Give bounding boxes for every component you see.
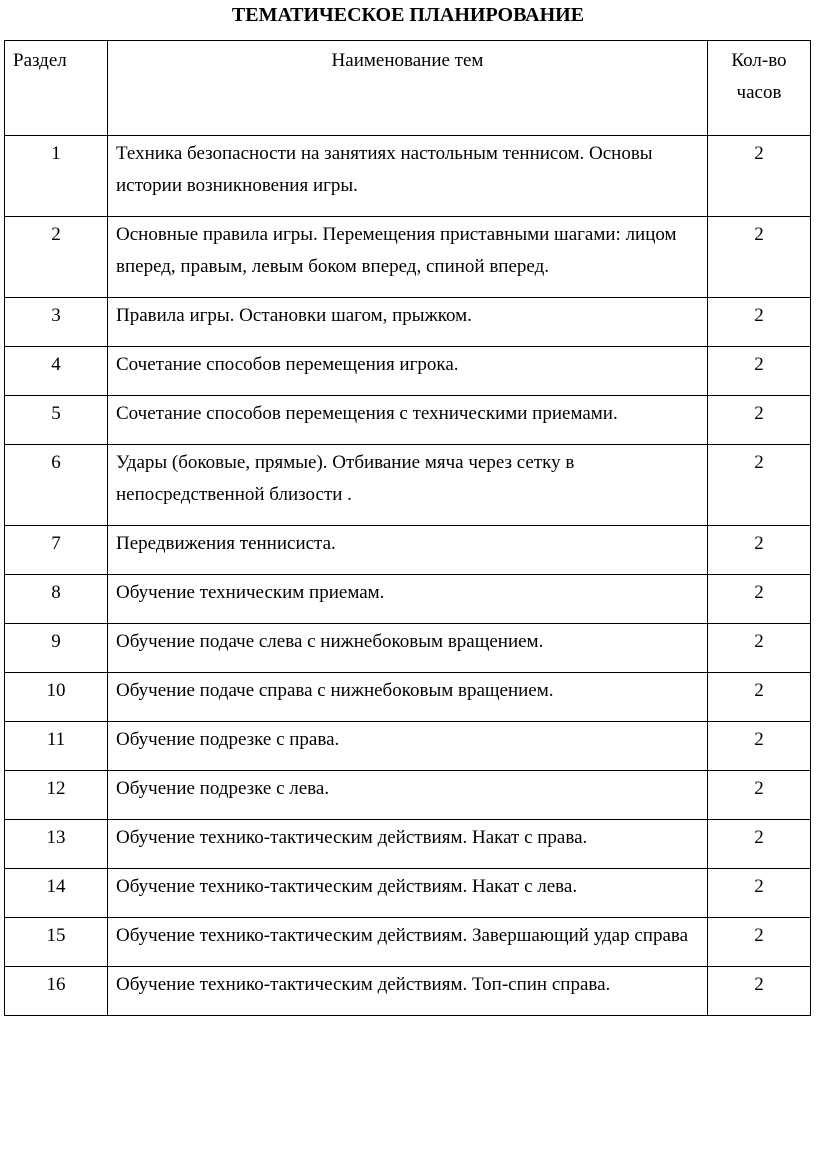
row-topic: Техника безопасности на занятиях настольным теннисом. Основы истории возникновения игры. [108, 136, 708, 217]
row-hours: 2 [708, 526, 811, 575]
row-hours: 2 [708, 771, 811, 820]
row-topic: Обучение технико-тактическим действиям. Накат с лева. [108, 869, 708, 918]
header-section: Раздел [5, 41, 108, 136]
row-topic: Сочетание способов перемещения с техническими приемами. [108, 396, 708, 445]
row-number: 9 [5, 624, 108, 673]
row-topic: Обучение технико-тактическим действиям. Накат с права. [108, 820, 708, 869]
table-row [5, 771, 811, 820]
table-row [5, 575, 811, 624]
row-topic: Обучение подаче справа с нижнебоковым вращением. [108, 673, 708, 722]
row-number: 13 [5, 820, 108, 869]
row-topic: Правила игры. Остановки шагом, прыжком. [108, 298, 708, 347]
table-row [5, 396, 811, 445]
row-number: 11 [5, 722, 108, 771]
row-number: 3 [5, 298, 108, 347]
row-topic: Обучение технико-тактическим действиям. Завершающий удар справа [108, 918, 708, 967]
table-row [5, 869, 811, 918]
planning-table [4, 40, 811, 1016]
table-row [5, 526, 811, 575]
row-topic: Обучение технико-тактическим действиям. Топ-спин справа. [108, 967, 708, 1016]
row-number: 6 [5, 445, 108, 526]
row-hours: 2 [708, 575, 811, 624]
row-hours: 2 [708, 396, 811, 445]
row-hours: 2 [708, 722, 811, 771]
row-number: 8 [5, 575, 108, 624]
row-hours: 2 [708, 445, 811, 526]
row-hours: 2 [708, 967, 811, 1016]
table-row [5, 820, 811, 869]
row-hours: 2 [708, 347, 811, 396]
row-number: 4 [5, 347, 108, 396]
table-row [5, 298, 811, 347]
row-hours: 2 [708, 298, 811, 347]
row-number: 12 [5, 771, 108, 820]
table-row [5, 722, 811, 771]
table-row [5, 217, 811, 298]
table-row [5, 136, 811, 217]
table-row [5, 445, 811, 526]
table-row [5, 624, 811, 673]
row-number: 2 [5, 217, 108, 298]
row-topic: Обучение подрезке с права. [108, 722, 708, 771]
row-number: 14 [5, 869, 108, 918]
row-hours: 2 [708, 820, 811, 869]
row-hours: 2 [708, 624, 811, 673]
row-number: 1 [5, 136, 108, 217]
row-number: 15 [5, 918, 108, 967]
row-hours: 2 [708, 918, 811, 967]
row-hours: 2 [708, 136, 811, 217]
row-hours: 2 [708, 673, 811, 722]
row-topic: Удары (боковые, прямые). Отбивание мяча через сетку в непосредственной близости . [108, 445, 708, 526]
row-number: 16 [5, 967, 108, 1016]
row-number: 10 [5, 673, 108, 722]
header-topic: Наименование тем [108, 41, 708, 136]
table-row [5, 673, 811, 722]
row-topic: Основные правила игры. Перемещения приставными шагами: лицом вперед, правым, левым боком вперед, спиной вперед. [108, 217, 708, 298]
table-row [5, 918, 811, 967]
row-number: 7 [5, 526, 108, 575]
header-hours: Кол-во часов [708, 41, 811, 136]
row-topic: Сочетание способов перемещения игрока. [108, 347, 708, 396]
row-topic: Обучение подаче слева с нижнебоковым вращением. [108, 624, 708, 673]
row-topic: Обучение техническим приемам. [108, 575, 708, 624]
page-title: ТЕМАТИЧЕСКОЕ ПЛАНИРОВАНИЕ [231, 4, 585, 26]
row-number: 5 [5, 396, 108, 445]
row-hours: 2 [708, 217, 811, 298]
row-hours: 2 [708, 869, 811, 918]
table-row [5, 347, 811, 396]
table-row [5, 967, 811, 1016]
row-topic: Обучение подрезке с лева. [108, 771, 708, 820]
table-header-row [5, 41, 811, 136]
row-topic: Передвижения теннисиста. [108, 526, 708, 575]
